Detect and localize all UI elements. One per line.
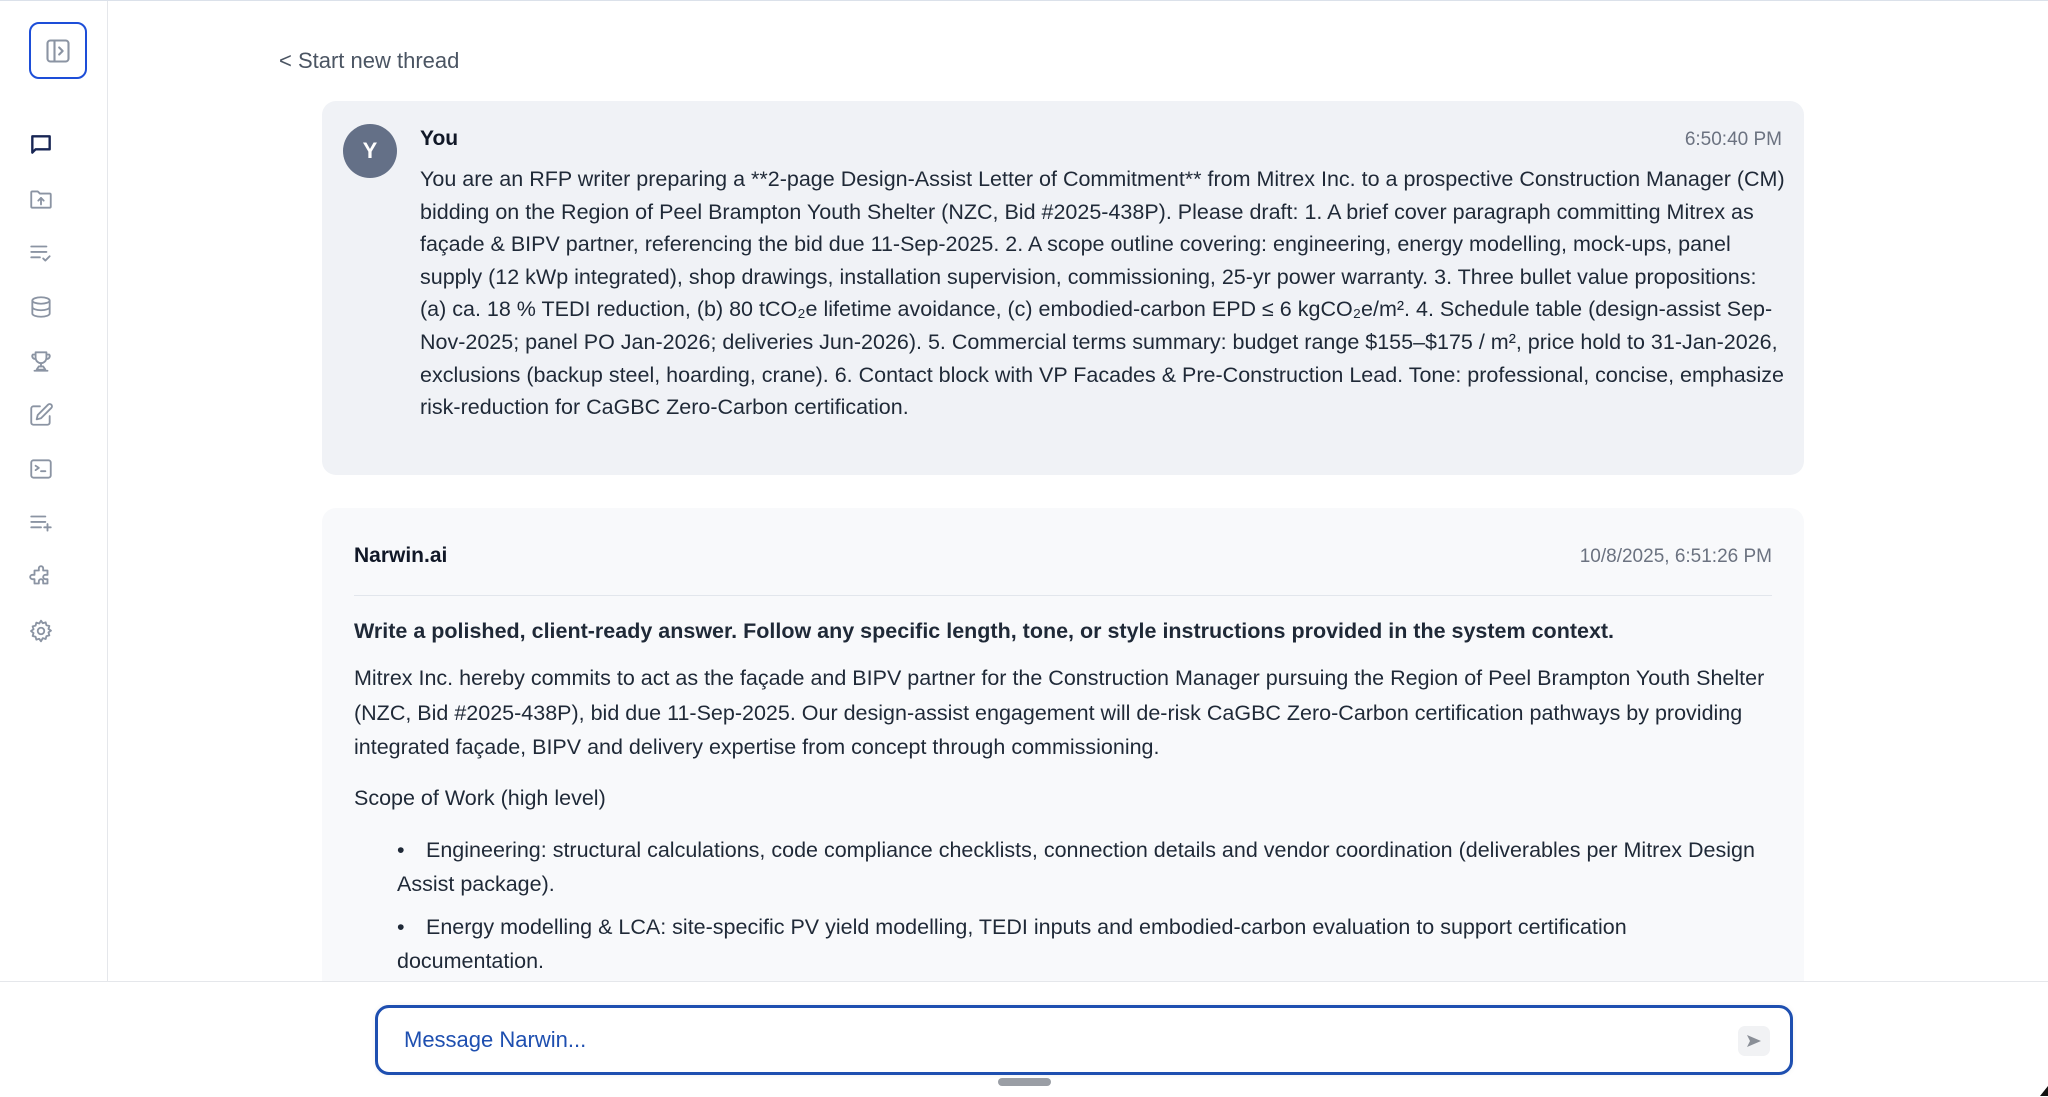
list-item-text: Engineering: structural calculations, code compliance checklists, connection details and vendor coordination (deliverables per Mitrex Design Assist package).	[397, 837, 1755, 896]
message-composer	[375, 1005, 1793, 1075]
trophy-icon	[28, 348, 54, 374]
intro-paragraph: Mitrex Inc. hereby commits to act as the façade and BIPV partner for the Construction Manager pursuing the Region of Peel Brampton Youth Shelter (NZC, Bid #2025-438P), bid due 11-Sep-2025. Our design-assist engagement will de-risk CaGBC Zero-Carbon certification pathways by providing integrated façade, BIPV and delivery expertise from concept through commissioning.	[354, 666, 1765, 759]
scope-list	[354, 833, 1772, 979]
send-icon	[1747, 1035, 1761, 1047]
sidebar-item-leaderboard[interactable]	[25, 345, 57, 377]
user-message	[322, 101, 1804, 475]
database-icon	[28, 294, 54, 320]
list-item-text: Energy modelling & LCA: site-specific PV yield modelling, TEDI inputs and embodied-carbon evaluation to support certification documentation.	[397, 914, 1627, 973]
message-timestamp: 10/8/2025, 6:51:26 PM	[1579, 546, 1772, 567]
sidebar-expand-icon	[44, 37, 72, 65]
edit-icon	[28, 402, 54, 428]
list-add-icon	[28, 510, 54, 536]
sidebar-item-upload[interactable]	[25, 183, 57, 215]
instruction-text: Write a polished, client-ready answer. Follow any specific length, tone, or style instructions provided in the system context.	[354, 619, 1615, 643]
divider	[354, 595, 1772, 596]
chat-bubble-icon	[28, 132, 54, 158]
sidebar-item-chat[interactable]	[25, 129, 57, 161]
start-new-thread-link[interactable]: < Start new thread	[279, 48, 460, 73]
bullet-marker: •	[397, 837, 405, 862]
terminal-icon	[28, 456, 54, 482]
sidebar-item-playlist[interactable]	[25, 507, 57, 539]
sidebar-item-settings[interactable]	[25, 615, 57, 647]
sidebar-item-edit[interactable]	[25, 399, 57, 431]
message-text: You are an RFP writer preparing a **2-page Design-Assist Letter of Commitment** from Mitrex Inc. to a prospective Construction Manager (CM) bidding on the Region of Peel Brampton Youth Shelter (NZC, Bid #2025-438P). Please draft: 1. A brief cover paragraph committing Mitrex as façade & BIPV partner, referencing the bid due 11-Sep-2025. 2. A scope outline covering: engineering, energy modelling, mock-ups, panel supply (12 kWp integrated), shop drawings, installation supervision, commissioning, 25-yr power warranty. 3. Three bullet value propositions: (a) ca. 18 % TEDI reduction, (b) 80 tCO₂e lifetime avoidance, (c) embodied-carbon EPD ≤ 6 kgCO₂e/m². 4. Schedule table (design-assist Sep-Nov-2025; panel PO Jan-2026; deliveries Jun-2026). 5. Commercial terms summary: budget range $155–$175 / m², price hold to 31-Jan-2026, exclusions (backup steel, hoarding, crane). 6. Contact block with VP Facades & Pre-Construction Lead. Tone: professional, concise, emphasize risk-reduction for CaGBC Zero-Carbon certification.	[420, 167, 1785, 420]
bullet-marker: •	[397, 914, 405, 939]
resize-handle[interactable]	[998, 1078, 1051, 1086]
composer-bar	[0, 981, 2048, 1097]
thread-view	[109, 1, 2048, 981]
gear-icon	[28, 618, 54, 644]
message-timestamp: 6:50:40 PM	[1684, 129, 1782, 150]
message-body	[354, 615, 1772, 981]
avatar: Y	[343, 124, 397, 178]
sidebar-item-tasks[interactable]	[25, 237, 57, 269]
window-corner	[2040, 1086, 2048, 1096]
scope-heading: Scope of Work (high level)	[354, 785, 606, 810]
message-input[interactable]	[404, 1008, 1704, 1072]
message-author: Narwin.ai	[354, 544, 448, 567]
list-item	[397, 910, 1772, 979]
sidebar-item-database[interactable]	[25, 291, 57, 323]
sidebar-item-terminal[interactable]	[25, 453, 57, 485]
sidebar-item-plugins[interactable]	[25, 561, 57, 593]
sidebar-toggle-button[interactable]	[29, 22, 87, 79]
sidebar	[0, 1, 108, 981]
list-item	[397, 833, 1772, 902]
folder-upload-icon	[28, 186, 54, 212]
list-check-icon	[28, 240, 54, 266]
send-button[interactable]	[1738, 1026, 1770, 1056]
puzzle-icon	[28, 564, 54, 590]
assistant-message	[322, 508, 1804, 981]
message-author: You	[420, 127, 459, 150]
